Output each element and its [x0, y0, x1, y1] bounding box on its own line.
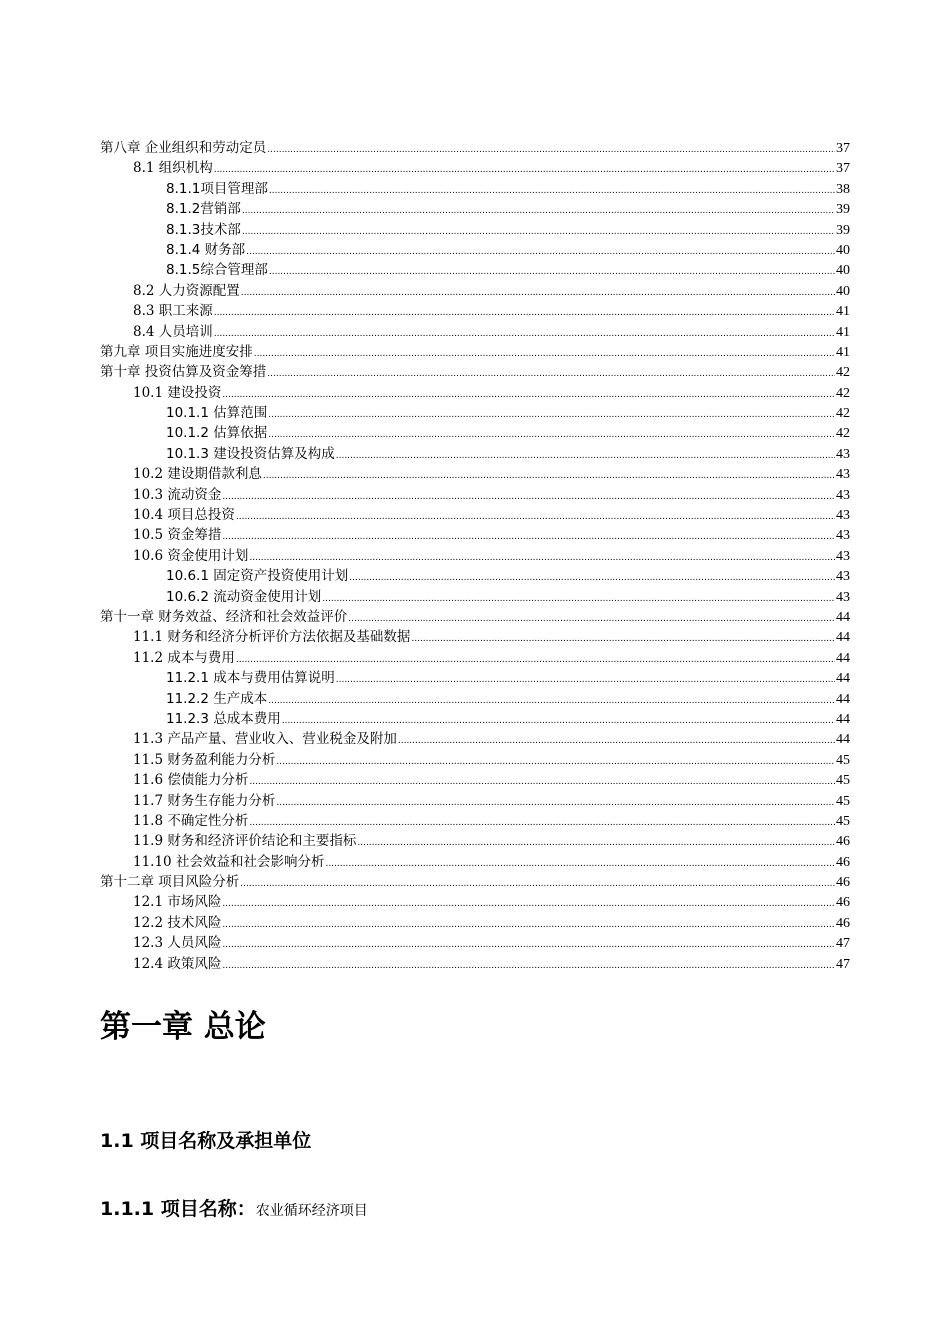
toc-dot-leader: [268, 425, 835, 445]
toc-entry[interactable]: [100, 260, 850, 280]
toc-page-number: 44: [836, 650, 850, 666]
toc-dot-leader: [236, 650, 835, 670]
toc-page-number: 40: [836, 242, 850, 258]
toc-entry[interactable]: [100, 811, 850, 831]
toc-entry[interactable]: [100, 525, 850, 545]
toc-entry-title: 12.1 市场风险: [133, 894, 222, 911]
toc-page-number: 47: [836, 956, 850, 972]
toc-entry[interactable]: [100, 383, 850, 403]
toc-entry[interactable]: [100, 464, 850, 484]
toc-entry[interactable]: [100, 485, 850, 505]
subsection-line: [100, 1194, 368, 1226]
toc-entry[interactable]: [100, 831, 850, 851]
toc-page-number: 44: [836, 691, 850, 707]
chapter-heading: 第一章 总论: [100, 1009, 266, 1045]
toc-entry[interactable]: [100, 954, 850, 974]
toc-dot-leader: [398, 731, 835, 751]
toc-entry-title: 11.2.1 成本与费用估算说明: [166, 670, 335, 687]
toc-page-number: 46: [836, 895, 850, 911]
toc-page-number: 45: [836, 793, 850, 809]
toc-page-number: 42: [836, 385, 850, 401]
toc-entry[interactable]: [100, 220, 850, 240]
toc-page-number: 41: [836, 304, 850, 320]
toc-page-number: 42: [836, 426, 850, 442]
toc-dot-leader: [263, 466, 835, 486]
toc-dot-leader: [222, 956, 835, 976]
toc-entry-title: 12.2 技术风险: [133, 914, 222, 931]
toc-entry[interactable]: [100, 281, 850, 301]
toc-entry[interactable]: [100, 587, 850, 607]
toc-dot-leader: [276, 793, 835, 813]
toc-dot-leader: [214, 303, 835, 323]
toc-entry-title: 10.3 流动资金: [133, 486, 222, 503]
toc-dot-leader: [411, 629, 835, 649]
toc-entry[interactable]: [100, 852, 850, 872]
toc-entry[interactable]: [100, 750, 850, 770]
toc-entry[interactable]: [100, 791, 850, 811]
toc-dot-leader: [222, 385, 835, 405]
toc-page-number: 39: [836, 222, 850, 238]
toc-page-number: 43: [836, 569, 850, 585]
toc-entry-title: 12.3 人员风险: [133, 935, 222, 952]
toc-page-number: 44: [836, 609, 850, 625]
toc-dot-leader: [349, 568, 835, 588]
toc-entry[interactable]: [100, 566, 850, 586]
toc-entry[interactable]: [100, 770, 850, 790]
toc-entry-title: 10.6.2 流动资金使用计划: [166, 588, 322, 605]
toc-entry-title: 11.2.2 生产成本: [166, 690, 268, 707]
toc-dot-leader: [348, 609, 835, 629]
toc-dot-leader: [242, 201, 835, 221]
toc-entry-title: 10.2 建设期借款利息: [133, 466, 262, 483]
toc-entry-title: 10.1.2 估算依据: [166, 425, 268, 442]
toc-entry[interactable]: [100, 158, 850, 178]
toc-entry[interactable]: [100, 301, 850, 321]
toc-dot-leader: [214, 160, 835, 180]
project-name-value: 农业循环经济项目: [255, 1203, 368, 1219]
toc-entry-title: 8.1.5综合管理部: [166, 262, 268, 279]
table-of-contents: [100, 138, 850, 974]
toc-page-number: 39: [836, 202, 850, 218]
toc-entry-title: 10.1.3 建设投资估算及构成: [166, 445, 335, 462]
toc-dot-leader: [241, 283, 835, 303]
toc-entry[interactable]: [100, 933, 850, 953]
toc-dot-leader: [322, 589, 835, 609]
toc-page-number: 45: [836, 813, 850, 829]
toc-entry[interactable]: [100, 607, 850, 627]
toc-entry[interactable]: [100, 872, 850, 892]
toc-entry[interactable]: [100, 199, 850, 219]
toc-entry[interactable]: [100, 138, 850, 158]
toc-entry-title: 11.3 产品产量、营业收入、营业税金及附加: [133, 731, 397, 748]
toc-dot-leader: [325, 854, 835, 874]
toc-page-number: 40: [836, 283, 850, 299]
toc-dot-leader: [249, 813, 835, 833]
toc-entry-title: 10.1 建设投资: [133, 384, 222, 401]
toc-page-number: 46: [836, 875, 850, 891]
toc-page-number: 41: [836, 344, 850, 360]
toc-entry-title: 8.1 组织机构: [133, 160, 213, 177]
toc-page-number: 46: [836, 915, 850, 931]
toc-page-number: 43: [836, 548, 850, 564]
toc-entry[interactable]: [100, 403, 850, 423]
toc-entry[interactable]: [100, 322, 850, 342]
toc-page-number: 42: [836, 365, 850, 381]
toc-entry[interactable]: [100, 179, 850, 199]
toc-entry[interactable]: [100, 342, 850, 362]
toc-entry-title: 10.4 项目总投资: [133, 507, 235, 524]
toc-page-number: 44: [836, 732, 850, 748]
toc-entry[interactable]: [100, 892, 850, 912]
section-heading: 1.1 项目名称及承担单位: [100, 1130, 312, 1152]
toc-dot-leader: [240, 874, 835, 894]
toc-page-number: 43: [836, 528, 850, 544]
toc-dot-leader: [222, 915, 835, 935]
toc-dot-leader: [249, 772, 835, 792]
toc-entry-title: 第八章 企业组织和劳动定员: [100, 140, 267, 156]
toc-entry-title: 11.6 偿债能力分析: [133, 772, 249, 789]
toc-dot-leader: [222, 935, 835, 955]
toc-entry-title: 11.9 财务和经济评价结论和主要指标: [133, 833, 357, 850]
toc-entry-title: 11.10 社会效益和社会影响分析: [133, 853, 325, 870]
toc-entry[interactable]: [100, 668, 850, 688]
toc-page-number: 41: [836, 324, 850, 340]
toc-page-number: 43: [836, 467, 850, 483]
toc-entry[interactable]: [100, 546, 850, 566]
toc-entry[interactable]: [100, 240, 850, 260]
toc-dot-leader: [249, 548, 835, 568]
toc-page-number: 42: [836, 406, 850, 422]
toc-page-number: 43: [836, 589, 850, 605]
toc-entry-title: 11.1 财务和经济分析评价方法依据及基础数据: [133, 629, 411, 646]
toc-entry-title: 10.6.1 固定资产投资使用计划: [166, 568, 349, 585]
toc-dot-leader: [357, 833, 835, 853]
toc-page-number: 43: [836, 508, 850, 524]
toc-dot-leader: [236, 507, 835, 527]
toc-entry[interactable]: [100, 627, 850, 647]
toc-dot-leader: [268, 405, 835, 425]
toc-page-number: 44: [836, 711, 850, 727]
toc-dot-leader: [222, 527, 835, 547]
toc-page-number: 47: [836, 936, 850, 952]
toc-page-number: 40: [836, 263, 850, 279]
toc-entry-title: 8.3 职工来源: [133, 303, 213, 320]
toc-entry[interactable]: [100, 423, 850, 443]
toc-dot-leader: [336, 670, 835, 690]
toc-dot-leader: [282, 711, 835, 731]
toc-entry[interactable]: [100, 729, 850, 749]
subsection-label: 1.1.1 项目名称：: [100, 1198, 256, 1220]
toc-entry-title: 10.1.1 估算范围: [166, 405, 268, 422]
toc-entry-title: 第十二章 项目风险分析: [100, 874, 240, 891]
toc-dot-leader: [268, 691, 835, 711]
toc-page-number: 37: [836, 161, 850, 177]
toc-entry-title: 第十一章 财务效益、经济和社会效益评价: [100, 608, 348, 625]
toc-entry-title: 11.8 不确定性分析: [133, 812, 249, 829]
toc-page-number: 43: [836, 487, 850, 503]
toc-dot-leader: [269, 181, 835, 201]
toc-dot-leader: [222, 894, 835, 914]
toc-entry-title: 8.1.4 财务部: [166, 241, 246, 258]
toc-page-number: 44: [836, 630, 850, 646]
toc-dot-leader: [242, 222, 835, 242]
toc-entry[interactable]: [100, 709, 850, 729]
toc-dot-leader: [336, 446, 835, 466]
toc-dot-leader: [222, 487, 835, 507]
toc-page-number: 45: [836, 773, 850, 789]
toc-entry[interactable]: [100, 362, 850, 382]
toc-dot-leader: [254, 344, 835, 364]
toc-dot-leader: [246, 242, 835, 262]
toc-page-number: 45: [836, 752, 850, 768]
toc-page-number: 43: [836, 446, 850, 462]
toc-dot-leader: [214, 324, 835, 344]
toc-entry-title: 10.6 资金使用计划: [133, 547, 249, 564]
toc-entry-title: 8.1.1项目管理部: [166, 180, 268, 197]
toc-dot-leader: [269, 262, 835, 282]
toc-dot-leader: [276, 752, 835, 772]
toc-entry-title: 12.4 政策风险: [133, 955, 222, 972]
toc-entry-title: 11.2 成本与费用: [133, 649, 235, 666]
toc-page-number: 46: [836, 854, 850, 870]
toc-page-number: 37: [836, 141, 850, 156]
toc-entry-title: 11.2.3 总成本费用: [166, 710, 281, 727]
toc-entry-title: 11.5 财务盈利能力分析: [133, 751, 276, 768]
toc-entry-title: 第十章 投资估算及资金筹措: [100, 364, 267, 381]
toc-page-number: 44: [836, 671, 850, 687]
toc-entry-title: 8.2 人力资源配置: [133, 282, 240, 299]
toc-entry[interactable]: [100, 689, 850, 709]
toc-entry[interactable]: [100, 913, 850, 933]
toc-entry-title: 11.7 财务生存能力分析: [133, 792, 276, 809]
toc-page-number: 46: [836, 834, 850, 850]
toc-entry[interactable]: [100, 444, 850, 464]
toc-entry-title: 8.1.2营销部: [166, 201, 241, 218]
toc-entry-title: 第九章 项目实施进度安排: [100, 343, 253, 360]
toc-dot-leader: [267, 140, 835, 160]
toc-entry[interactable]: [100, 505, 850, 525]
toc-dot-leader: [267, 364, 835, 384]
toc-entry-title: 10.5 资金筹措: [133, 527, 222, 544]
toc-page-number: 38: [836, 181, 850, 197]
toc-entry-title: 8.1.3技术部: [166, 221, 241, 238]
toc-entry-title: 8.4 人员培训: [133, 323, 213, 340]
toc-entry[interactable]: [100, 648, 850, 668]
